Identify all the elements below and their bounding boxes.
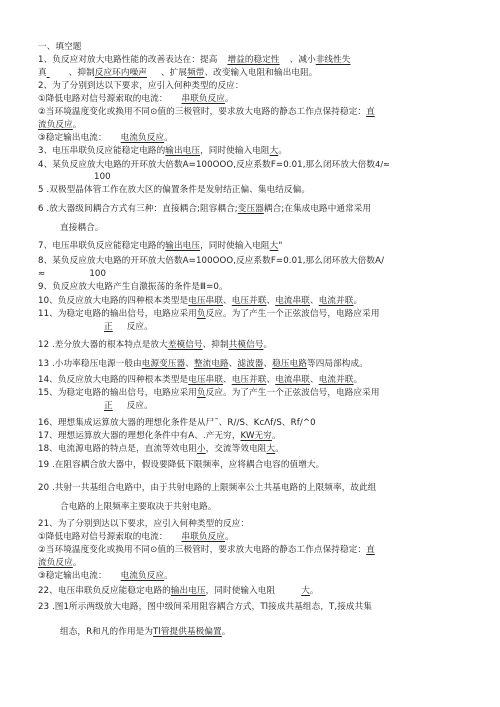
- answer-blank: 增益的稳定性: [227, 55, 280, 65]
- question-12: 12 .差分放大器的根本特点是放大差模信号、抑制共模信号。: [38, 340, 273, 350]
- answer-blank: 流负反应: [38, 558, 73, 568]
- answer-blank: 负: [196, 388, 206, 398]
- question-23-cont: 组态，R和凡的作用是为Tl管提供基极偏置。: [60, 627, 231, 637]
- answer-blank: 直: [366, 545, 375, 555]
- answer-blank: 输出电压: [165, 241, 201, 251]
- answer-blank: 大: [269, 146, 279, 156]
- answer-blank: 共模信号: [228, 340, 264, 350]
- question-1-line-1: 1、负反应对放大电路性能的改善表达在：提高 增益的稳定性 、减小非线性失: [38, 55, 351, 65]
- answer-blank: [47, 68, 69, 79]
- question-6-cont: 直接耦合。: [60, 223, 104, 233]
- answer-blank: 正: [104, 401, 113, 411]
- question-18: 18、电流源电路的特点是，直流等效电阻小，交流等效电阻大。: [38, 444, 284, 454]
- answer-blank: 电压串联: [188, 375, 224, 385]
- question-21-item-3: ③稳定输出电流： 电流负反应。: [38, 571, 173, 581]
- question-6: 6 .放大器级间耦合方式有三种：直接耦合;阻容耦合;变压器耦合;在集成电路中通常采用: [38, 204, 372, 214]
- answer-blank: 电压串联: [188, 296, 224, 306]
- answer-blank: 电流串联: [275, 375, 310, 385]
- question-16: 16、理想集成运算放大器的理想化条件是从尸ˉ、R/∕S、KcΛf∕S、Rf∕^0: [38, 418, 316, 428]
- answer-blank: 串联负反应: [181, 94, 226, 104]
- question-21-item-1: ①降低电路对信号源索取的电流： 串联负反应。: [38, 532, 234, 542]
- answer-blank: 流负反应: [38, 120, 73, 130]
- answer-blank: 大: [301, 586, 310, 596]
- question-3: 3、电压串联负反应能稳定电路的输出电压，同时使输入电阻大。: [38, 146, 288, 156]
- answer-blank: 非线性失: [315, 55, 351, 65]
- answer-blank: 电流并联: [318, 296, 354, 306]
- question-23: 23 .图1所示两级放大电路，图中级间采用阻容耦合方式，Tl接成共基组态，T,接成共集: [38, 602, 372, 612]
- question-21-item-2-cont: 流负反应。: [38, 558, 82, 568]
- question-10: 10、负反应放大电路的四种根本类型是电压串联、电压并联、电流串联、电流并联。: [38, 296, 363, 306]
- answer-blank: 负: [196, 309, 206, 319]
- answer-blank: 电压并联: [231, 296, 267, 306]
- answer-blank: 稳压电路: [272, 359, 307, 369]
- question-7: 7、电压串联负反应能稳定电路的输出电压，同时使输入电阻大": [38, 241, 283, 251]
- question-15-cont: 正 反应。: [104, 401, 153, 411]
- answer-blank: 小: [196, 444, 206, 454]
- question-22: 22、电压串联负反应能稳定电路的输出电压，同时使输入电阻 大。: [38, 586, 319, 596]
- answer-blank: 差模信号: [167, 340, 203, 350]
- question-17: 17、理想运算放大器的理想化条件中有A、.产无穷，KW无穷。: [38, 431, 281, 441]
- question-2: 2、为了分别到达以下要求，应引入何种类型的反应：: [38, 81, 244, 91]
- question-21: 21、为了分别到达以下要求，应引入何种类型的反应：: [38, 519, 250, 529]
- answer-blank: 电源变压器: [141, 359, 186, 369]
- answer-blank: 反应环内噪声: [94, 68, 147, 78]
- answer-blank: 正: [104, 322, 113, 332]
- answer-blank: 整流电路: [193, 359, 229, 369]
- answer-blank: 频带: [187, 68, 205, 78]
- question-15: 15、为稳定电路的输出信号，电路应采用负反应。为了产生一个正弦波信号，电路应采用: [38, 388, 380, 398]
- answer-blank: 电流负反应: [120, 133, 165, 143]
- question-19: 19 .在阻容耦合放大器中，假设要降低下限频率，应将耦合电容的值增大。: [38, 460, 325, 470]
- question-14: 14、负反应放大电路的四种根本类型是电压串联、电压并联、电流串联、电流并联。: [38, 375, 363, 385]
- question-20-cont: 合电路的上限频率主要取决于共射电路。: [60, 502, 217, 512]
- answer-blank: 串联负反应: [181, 532, 226, 542]
- question-2-item-1: ①降低电路对信号源索取的电流： 串联负反应。: [38, 94, 234, 104]
- answer-blank: 滤波器: [237, 359, 264, 369]
- answer-blank: 电压并联: [231, 375, 267, 385]
- question-8: 8、某负反应放大电路的开环放大倍数A=100OOO,反应系数F=0.01,那么闭环放大倍数A/: [38, 256, 385, 266]
- question-2-item-2: ②当环境温度变化或换用不同⊙值的三极管时，要求放大电路的静态工作点保持稳定：直: [38, 107, 375, 117]
- answer-blank: 直: [366, 107, 375, 117]
- section-title: 一、填空题: [38, 42, 82, 52]
- question-21-item-2: ②当环境温度变化或换用不同⊙值的三极管时，要求放大电路的静态工作点保持稳定：直: [38, 545, 375, 555]
- answer-blank: 电流负反应: [120, 571, 165, 581]
- question-5: 5 .双极型晶体管工作在放大区的偏置条件是发射结正偏、集电结反偏。: [38, 185, 311, 195]
- answer-blank: KW无穷: [240, 431, 272, 441]
- answer-blank: 输出电压: [170, 586, 206, 596]
- answer-blank: 大: [269, 241, 279, 251]
- answer-blank: 变压器: [237, 204, 264, 214]
- question-20: 20 .共射一共基组合电路中，由于共射电路的上限频率公土共基电路的上限频率，故此组: [38, 483, 377, 493]
- question-11: 11、为稳定电路的输出信号，电路应采用负反应。为了产生一个正弦波信号，电路应采用: [38, 309, 380, 319]
- answer-blank: 电流串联: [275, 296, 310, 306]
- answer-blank: Tl管提供基极偏置: [153, 627, 222, 637]
- answer-blank: 输出电压: [165, 146, 201, 156]
- question-2-item-2-cont: 流负反应。: [38, 120, 82, 130]
- question-1-line-2: 真 、抑制反应环内噪声 、扩展频带、改变输入电阻和输出电阻。: [38, 68, 318, 78]
- answer-blank: 电流并联: [318, 375, 354, 385]
- question-13: 13 .小功率稳压电源一般由电源变压器、整流电路、滤波器、稳压电路等四局部构成。: [38, 359, 368, 369]
- answer-blank: 大: [266, 444, 276, 454]
- question-4: 4、某负反应放大电路的开环放大倍数A=100OOO,反应系数F=0.01,那么闭环放大倍数4/≈: [38, 160, 390, 170]
- question-11-cont: 正 反应。: [104, 322, 153, 332]
- question-2-item-3: ③稳定输出电流： 电流负反应。: [38, 133, 173, 143]
- question-9: 9、负反应放大电路产生自激振荡的条件是Ⅲ=0。: [38, 282, 228, 292]
- question-8-answer: ≈ 100: [38, 269, 107, 279]
- question-4-answer: 100: [94, 172, 111, 182]
